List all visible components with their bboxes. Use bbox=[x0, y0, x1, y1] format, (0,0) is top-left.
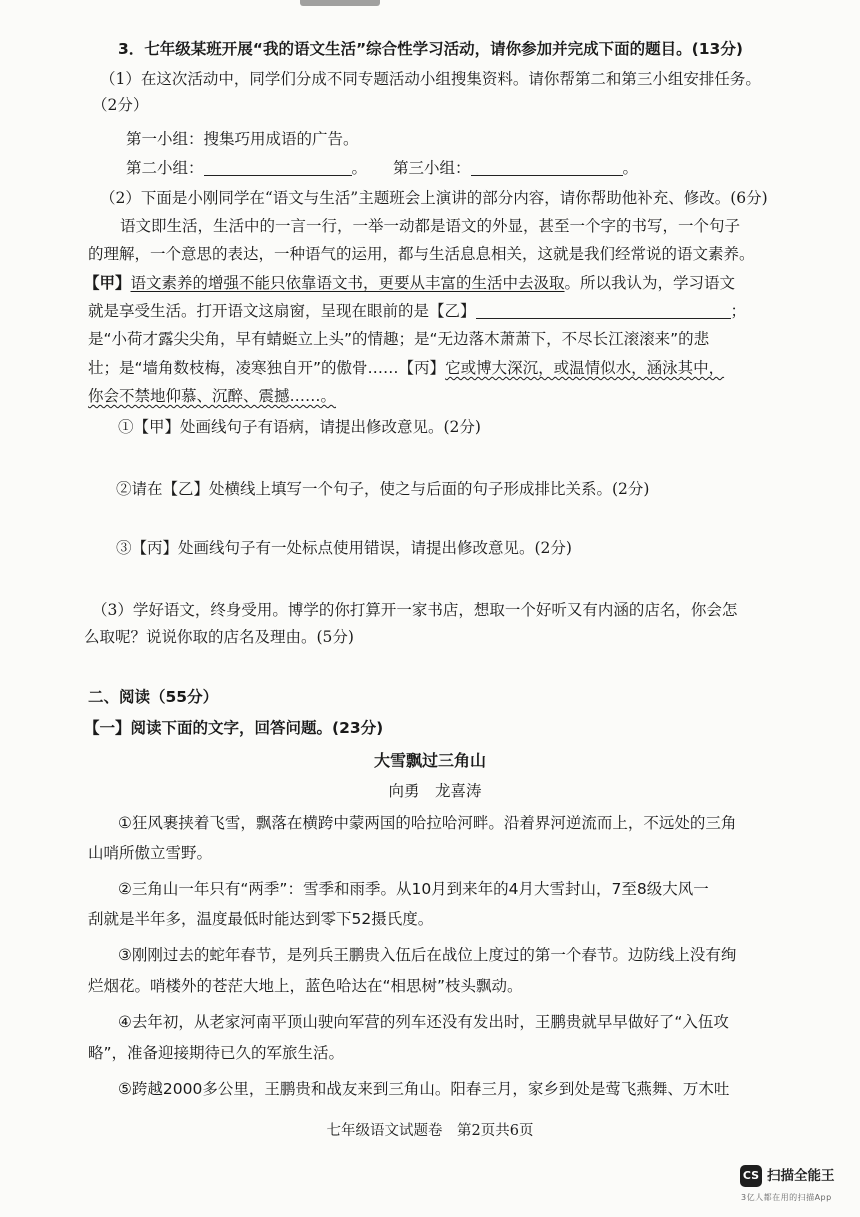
q3-3-line-1: （3）学好语文，终身受用。博学的你打算开一家书店，想取一个好听又有内涵的店名，你会怎 bbox=[92, 601, 738, 619]
camscanner-logo-icon: CS bbox=[740, 1165, 762, 1187]
q3-2-prompt: （2）下面是小刚同学在“语文与生活”主题班会上演讲的部分内容，请你帮助他补充、修改。(6分) bbox=[100, 189, 768, 207]
group-3-period: 。 bbox=[622, 159, 639, 177]
speech-line-1: 语文即生活，生活中的一言一行，一举一动都是语文的外显，甚至一个字的书写，一个句子 bbox=[120, 217, 741, 235]
speech-line-4-text: 就是享受生活。打开语文这扇窗，呈现在眼前的是【乙】 bbox=[88, 302, 476, 320]
speech-line-3 bbox=[84, 270, 778, 296]
subquestion-3: ③【丙】处画线句子有一处标点使用错误，请提出修改意见。(2分) bbox=[116, 539, 572, 557]
article-para-1-line-2: 山哨所傲立雪野。 bbox=[88, 844, 213, 862]
yi-semicolon: ； bbox=[730, 302, 747, 320]
group-2-label: 第二小组： bbox=[126, 159, 204, 177]
subquestion-2: ②请在【乙】处横线上填写一个句子，使之与后面的句子形成排比关系。(2分) bbox=[116, 480, 650, 498]
article-para-4-line-2: 略”，准备迎接期待已久的军旅生活。 bbox=[88, 1044, 345, 1062]
scanner-watermark-tagline: 3亿人都在用的扫描App bbox=[741, 1193, 832, 1202]
article-authors: 向勇 龙喜涛 bbox=[388, 782, 482, 800]
speech-line-4 bbox=[88, 298, 778, 324]
article-para-5-line-1: ⑤跨越2000多公里，王鹏贵和战友来到三角山。阳春三月，家乡到处是莺飞燕舞、万木吐 bbox=[118, 1080, 730, 1098]
speech-line-7 bbox=[88, 383, 778, 409]
article-para-4-line-1: ④去年初，从老家河南平顶山驶向军营的列车还没有发出时，王鹏贵就早早做好了“入伍攻 bbox=[118, 1013, 729, 1031]
article-para-3-line-2: 烂烟花。哨楼外的苍茫大地上，蓝色哈达在“相思树”枝头飘动。 bbox=[88, 977, 523, 995]
article-para-3-line-1: ③刚刚过去的蛇年春节，是列兵王鹏贵入伍后在战位上度过的第一个春节。边防线上没有绚 bbox=[118, 946, 737, 964]
yi-blank[interactable] bbox=[476, 301, 731, 319]
page-footer: 七年级语文试题卷 第2页共6页 bbox=[326, 1123, 534, 1139]
bing-underlined-sentence-1: 它或博大深沉，或温情似水，涵泳其中， bbox=[445, 359, 725, 377]
q3-1-prompt: （1）在这次活动中，同学们分成不同专题活动小组搜集资料。请你帮第二和第三小组安排任务。 bbox=[100, 70, 761, 88]
jia-underlined-sentence: 语文素养的增强不能只依靠语文书，更要从丰富的生活中去汲取 bbox=[130, 274, 565, 292]
jia-marker: 【甲】 bbox=[84, 274, 131, 292]
article-para-1-line-1: ①狂风裹挟着飞雪，飘落在横跨中蒙两国的哈拉哈河畔。沿着界河逆流而上，不远处的三角 bbox=[118, 814, 737, 832]
speech-line-5: 是“小荷才露尖尖角，早有蜻蜓立上头”的情趣；是“无边落木萧萧下，不尽长江滚滚来”的悲 bbox=[88, 330, 710, 348]
speech-line-2: 的理解，一个意思的表达，一种语气的运用，都与生活息息相关，这就是我们经常说的语文素养。 bbox=[88, 245, 755, 263]
cropped-header-fragment bbox=[300, 0, 380, 6]
group-3-blank[interactable] bbox=[471, 158, 623, 176]
group-1-task: 第一小组：搜集巧用成语的广告。 bbox=[126, 130, 359, 148]
section-2-heading: 二、阅读（55分） bbox=[88, 688, 219, 706]
article-para-2-line-1: ②三角山一年只有“两季”：雪季和雨季。从10月到来年的4月大雪封山，7至8级大风一 bbox=[118, 880, 709, 898]
reading-part-1-heading: 【一】阅读下面的文字，回答问题。(23分) bbox=[84, 719, 384, 737]
article-para-2-line-2: 刮就是半年多，温度最低时能达到零下52摄氏度。 bbox=[88, 910, 434, 928]
speech-line-6-text: 壮；是“墙角数枝梅，凌寒独自开”的傲骨……【丙】 bbox=[88, 359, 446, 377]
article-title: 大雪飘过三角山 bbox=[373, 751, 486, 770]
speech-line-3-rest: 。所以我认为，学习语文 bbox=[564, 274, 736, 292]
group-answer-row bbox=[126, 155, 778, 181]
speech-line-6 bbox=[88, 355, 778, 381]
question-3-title: 3．七年级某班开展“我的语文生活”综合性学习活动，请你参加并完成下面的题目。(13分) bbox=[118, 40, 743, 58]
scanner-watermark-name: 扫描全能王 bbox=[767, 1168, 835, 1184]
bing-underlined-sentence-2: 你会不禁地仰慕、沉醉、震撼……。 bbox=[88, 387, 337, 405]
q3-3-line-2: 么取呢？说说你取的店名及理由。(5分) bbox=[84, 628, 354, 646]
group-2-blank[interactable] bbox=[204, 158, 352, 176]
subquestion-1: ①【甲】处画线句子有语病，请提出修改意见。(2分) bbox=[118, 418, 481, 436]
group-2-period: 。 bbox=[351, 159, 368, 177]
group-3-label: 第三小组： bbox=[393, 159, 471, 177]
q3-1-score: （2分） bbox=[92, 96, 149, 114]
